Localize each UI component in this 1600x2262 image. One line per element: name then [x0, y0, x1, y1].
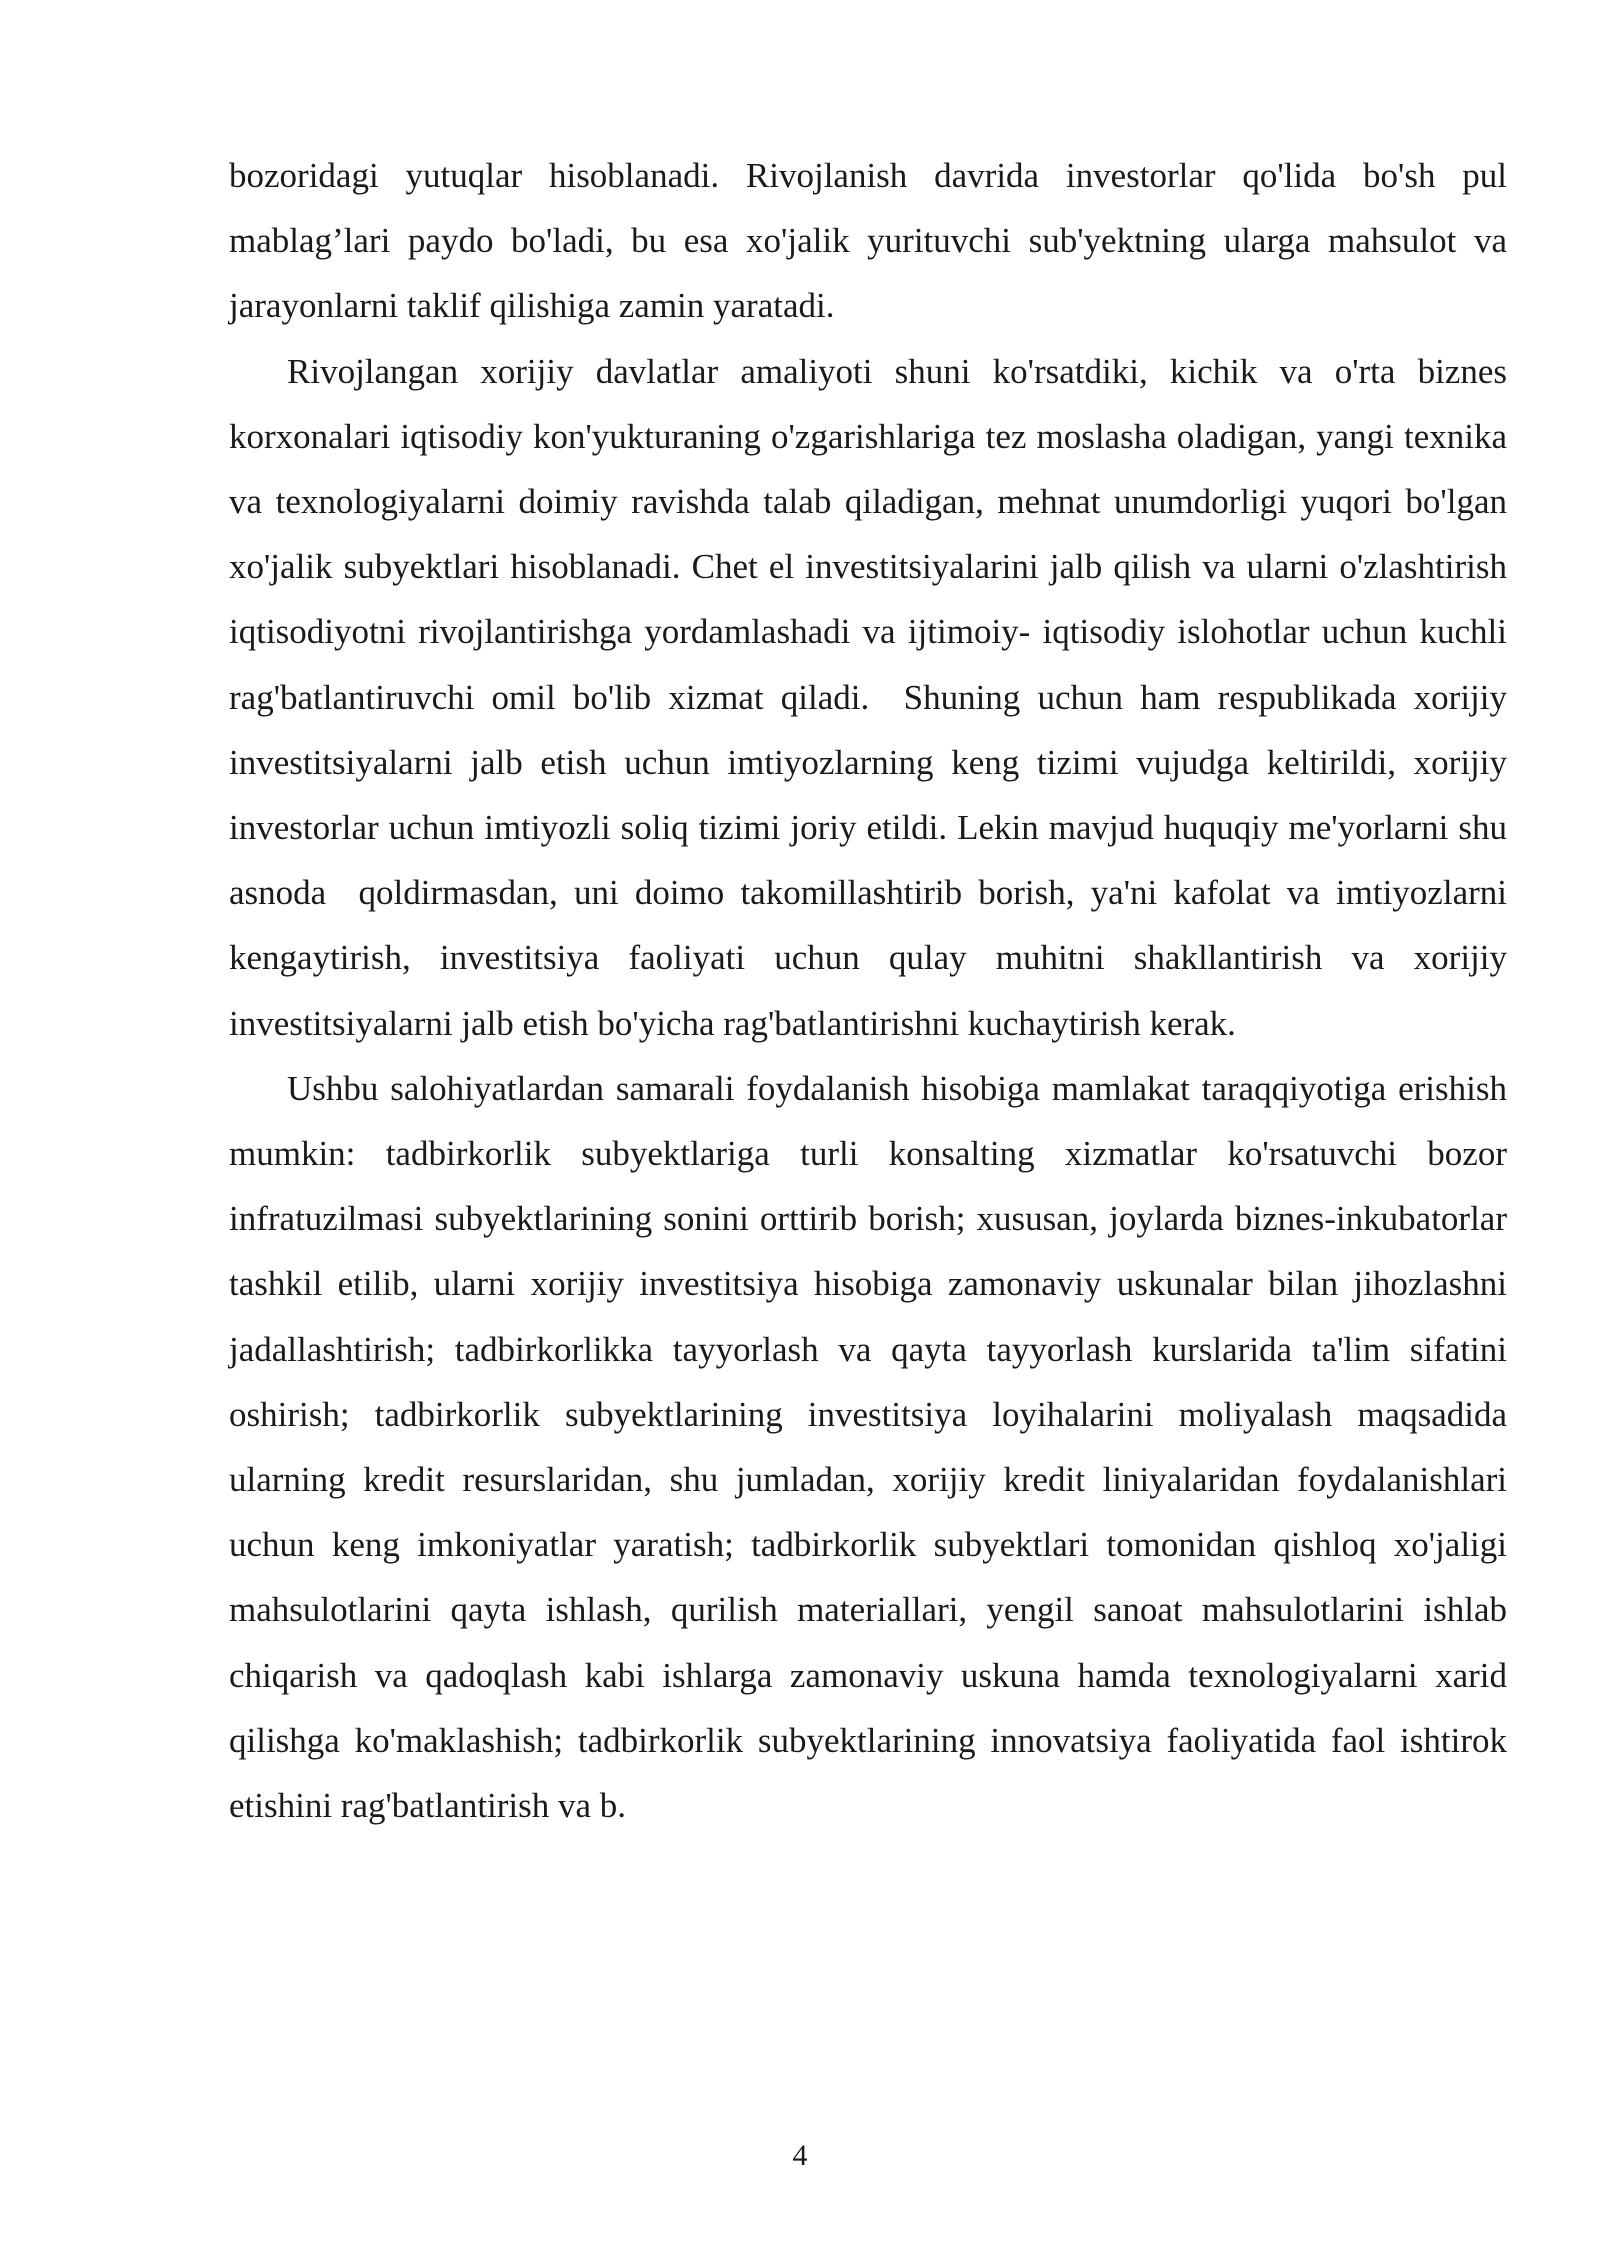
page-number: 4 [792, 2139, 808, 2172]
paragraph-2: Rivojlangan xorijiy davlatlar amaliyoti shuni ko'rsatdiki, kichik va o'rta biznes korxonalari iqtisodiy kon'yukturaning o'zgarishlariga tez moslasha oladigan, yangi texnika va texnologiyalarni doimiy ravishda talab qiladigan, mehnat unumdorligi yuqori bo'lgan xo'jalik subyektlari hisoblanadi. Chet el investitsiyalarini jalb qilish va ularni o'zlashtirish iqtisodiyotni rivojlantirishga yordamlashadi va ijtimoiy- iqtisodiy islohotlar uchun kuchli rag'batlantiruvchi omil bo'lib xizmat qiladi. Shuning uchun ham respublikada xorijiy investitsiyalarni jalb etish uchun imtiyozlarning keng tizimi vujudga keltirildi, xorijiy investorlar uchun imtiyozli soliq tizimi joriy etildi. Lekin mavjud huquqiy me'yorlarni shu asnoda qoldirmasdan, uni doimo takomillashtirib borish, ya'ni kafolat va imtiyozlarni kengaytirish, investitsiya faoliyati uchun qulay muhitni shakllantirish va xorijiy investitsiyalarni jalb etish bo'yicha rag'batlantirishni kuchaytirish kerak. [229, 351, 1516, 1043]
body-text [229, 143, 1516, 1838]
paragraph-1: bozoridagi yutuqlar hisoblanadi. Rivojlanish davrida investorlar qo'lida bo'sh pul mablag’lari paydo bo'ladi, bu esa xo'jalik yurituvchi sub'yektning ularga mahsulot va jarayonlarni taklif qilishiga zamin yaratadi. [229, 156, 1516, 326]
paragraph-3: Ushbu salohiyatlardan samarali foydalanish hisobiga mamlakat taraqqiyotiga erishish mumkin: tadbirkorlik subyektlariga turli konsalting xizmatlar ko'rsatuvchi bozor infratuzilmasi subyektlarining sonini orttirib borish; xususan, joylarda biznes-inkubatorlar tashkil etilib, ularni xorijiy investitsiya hisobiga zamonaviy uskunalar bilan jihozlashni jadallashtirish; tadbirkorlikka tayyorlash va qayta tayyorlash kurslarida ta'lim sifatini oshirish; tadbirkorlik subyektlarining investitsiya loyihalarini moliyalash maqsadida ularning kredit resurslaridan, shu jumladan, xorijiy kredit liniyalaridan foydalanishlari uchun keng imkoniyatlar yaratish; tadbirkorlik subyektlari tomonidan qishloq xo'jaligi mahsulotlarini qayta ishlash, qurilish materiallari, yengil sanoat mahsulotlarini ishlab chiqarish va qadoqlash kabi ishlarga zamonaviy uskuna hamda texnologiyalarni xarid qilishga ko'maklashish; tadbirkorlik subyektlarining innovatsiya faoliyatida faol ishtirok etishini rag'batlantirish va b. [229, 1068, 1516, 1826]
